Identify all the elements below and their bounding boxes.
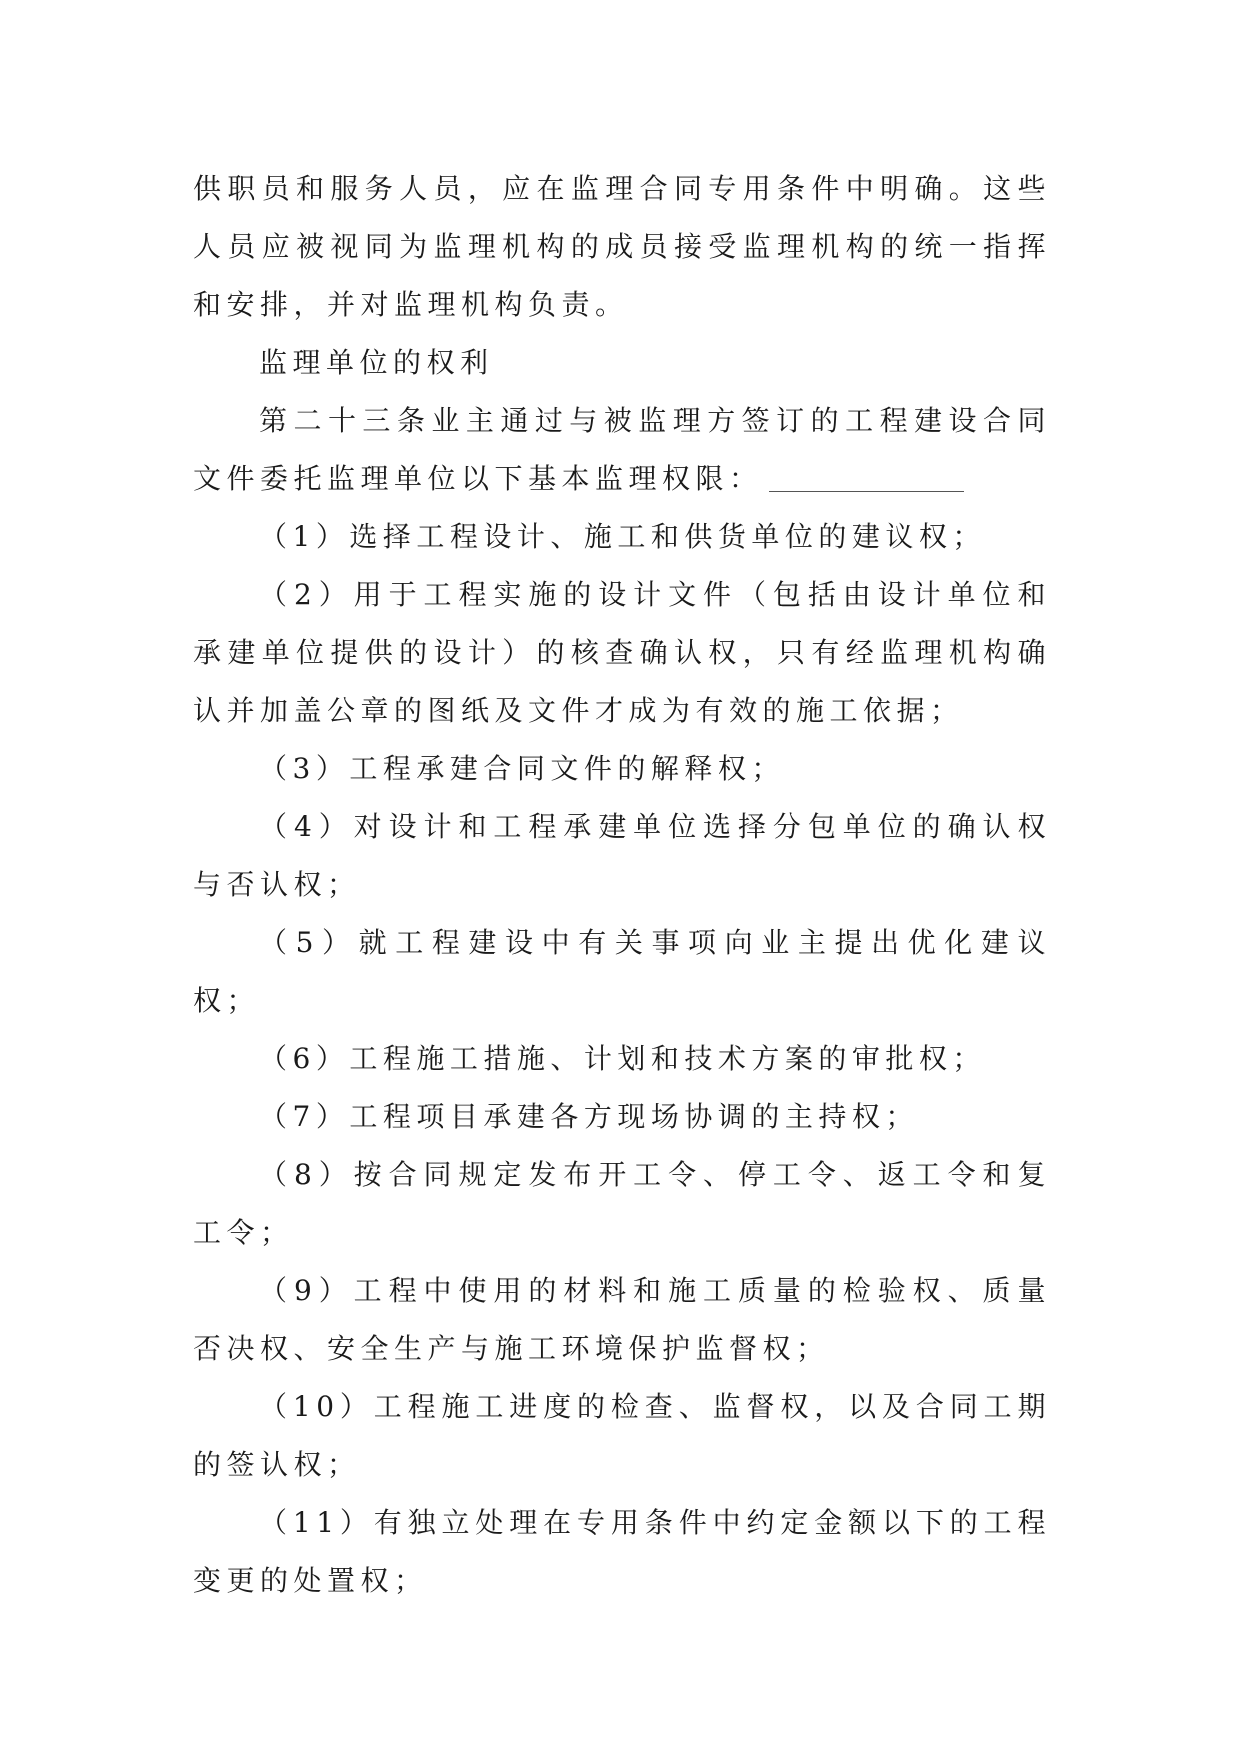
list-item-9: （9）工程中使用的材料和施工质量的检验权、质量否决权、安全生产与施工环境保护监督权； bbox=[193, 1274, 1051, 1365]
paragraph-continuation: 供职员和服务人员，应在监理合同专用条件中明确。这些人员应被视同为监理机构的成员接受监理机构的统一指挥和安排，并对监理机构负责。 bbox=[193, 172, 1051, 321]
list-item-6: （6）工程施工措施、计划和技术方案的审批权； bbox=[259, 1042, 986, 1075]
list-item-2: （2）用于工程实施的设计文件（包括由设计单位和承建单位提供的设计）的核查确认权，只有经监理机构确认并加盖公章的图纸及文件才成为有效的施工依据； bbox=[193, 578, 1051, 727]
list-item-8: （8）按合同规定发布开工令、停工令、返工令和复工令； bbox=[193, 1158, 1051, 1249]
list-item-7: （7）工程项目承建各方现场协调的主持权； bbox=[259, 1100, 919, 1133]
article-23-paragraph bbox=[193, 392, 1051, 508]
list-item-3: （3）工程承建合同文件的解释权； bbox=[259, 752, 785, 785]
list-item-11: （11）有独立处理在专用条件中约定金额以下的工程变更的处置权； bbox=[193, 1506, 1051, 1597]
document-body bbox=[193, 160, 1051, 1610]
section-heading-supervisor-rights: 监理单位的权利 bbox=[259, 346, 494, 379]
list-item-5: （5）就工程建设中有关事项向业主提出优化建议权； bbox=[193, 926, 1051, 1017]
fill-in-blank-line bbox=[769, 461, 964, 492]
list-item-4: （4）对设计和工程承建单位选择分包单位的确认权与否认权； bbox=[193, 810, 1051, 901]
article-23-text: 第二十三条业主通过与被监理方签订的工程建设合同文件委托监理单位以下基本监理权限： bbox=[193, 404, 1051, 495]
list-item-10: （10）工程施工进度的检查、监督权，以及合同工期的签认权； bbox=[193, 1390, 1051, 1481]
list-item-1: （1）选择工程设计、施工和供货单位的建议权； bbox=[259, 520, 986, 553]
